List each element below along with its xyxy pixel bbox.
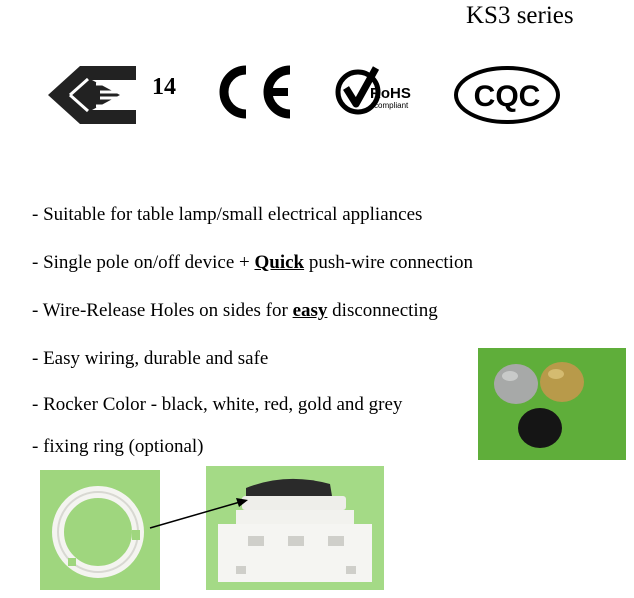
certification-logos xyxy=(40,58,600,138)
feature-item: - Wire-Release Holes on sides for easy disconnecting xyxy=(32,300,438,321)
cqc-text: CQC xyxy=(473,80,541,113)
rohs-logo-icon xyxy=(334,58,430,122)
ce-mark-icon xyxy=(212,62,296,122)
rohs-subtext: compliant xyxy=(374,101,409,110)
rocker-samples-icon xyxy=(478,348,626,460)
switch-icon xyxy=(206,466,384,590)
enec-number: 14 xyxy=(152,74,176,100)
fixing-ring-photo xyxy=(40,470,160,590)
fixing-ring-icon xyxy=(40,470,160,590)
rohs-text: RoHS xyxy=(370,85,411,102)
rocker-colors-photo xyxy=(478,348,626,460)
cqc-logo-icon xyxy=(452,64,562,126)
assembled-switch-photo xyxy=(206,466,384,590)
enec-logo-icon xyxy=(40,62,142,128)
feature-item: - Easy wiring, durable and safe xyxy=(32,348,269,369)
feature-item: - Rocker Color - black, white, red, gold and grey xyxy=(32,394,403,415)
feature-item: - Single pole on/off device + Quick push-wire connection xyxy=(32,252,473,273)
feature-item: - Suitable for table lamp/small electrical appliances xyxy=(32,204,423,225)
feature-item: - fixing ring (optional) xyxy=(32,436,204,457)
series-title: KS3 series xyxy=(466,2,574,29)
